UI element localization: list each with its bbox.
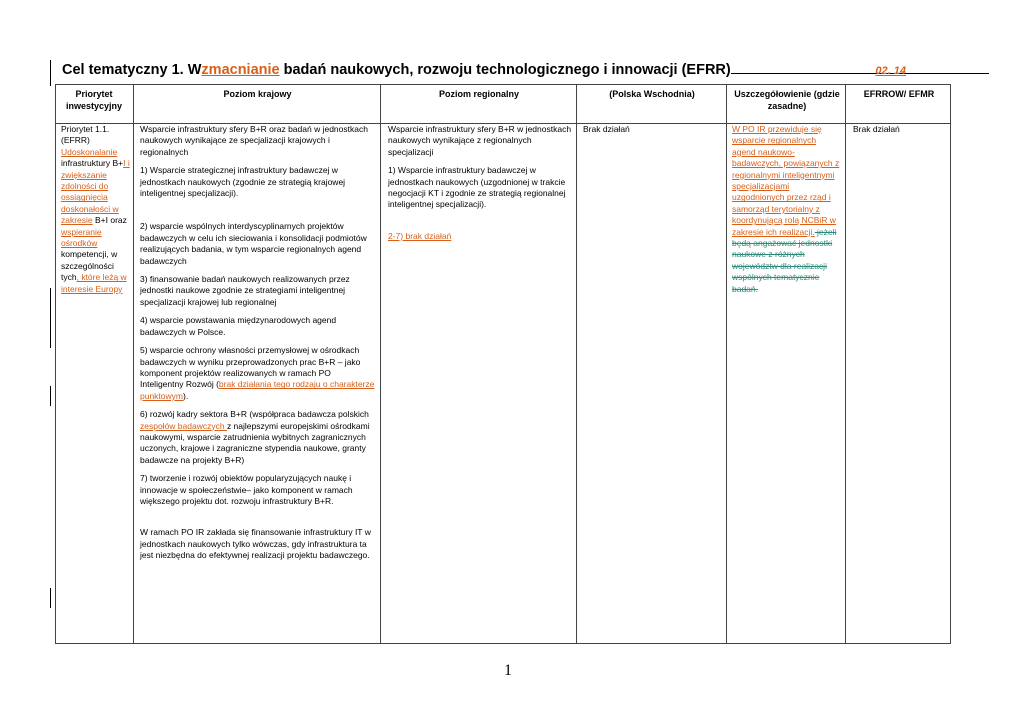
- change-bar: [50, 60, 51, 86]
- column-header-regional: Poziom regionalny: [438, 89, 519, 99]
- national-item-6: 6) rozwój kadry sektora B+R (współpraca badawcza polskich zespołów badawczych z najlepszymi europejskimi ośrodkami naukowymi, wsparcie zatrudnienia wybitnych zagranicznych uczonych, krajowe i zagraniczne stypendia naukowe, granty badawcze na projekty B+R): [140, 409, 370, 465]
- national-intro: Wsparcie infrastruktury sfery B+R oraz badań w jednostkach naukowych wynikające ze specjalizacji krajowych i regionalnych: [140, 124, 368, 157]
- national-item-3: 3) finansowanie badań naukowych realizowanych przez jednostki naukowe zgodnie ze strategiami inteligentnej specjalizacji krajowej lub regionalnej: [140, 274, 350, 307]
- cell-efrrow-efmr: Brak działań: [853, 124, 900, 134]
- regional-intro: Wsparcie infrastruktury sfery B+R w jednostkach naukowych wynikające z regionalnych specjalizacji: [388, 124, 572, 157]
- national-note: W ramach PO IR zakłada się finansowanie infrastruktury IT w jednostkach naukowych tylko wówczas, gdy infrastruktura ta jest niezbędna do efektywnej realizacji projektu badawczego.: [140, 527, 371, 561]
- column-header-details: Uszczegółowienie (gdzie zasadne): [734, 89, 840, 111]
- change-bar: [50, 288, 51, 348]
- change-bar: [50, 386, 51, 406]
- change-bar: [50, 588, 51, 608]
- column-header-eastern-poland: (Polska Wschodnia): [609, 89, 695, 99]
- cell-eastern-poland: Brak działań: [583, 124, 630, 134]
- cell-priority: Priorytet 1.1. (EFRR) Udoskonalanie infrastruktury B+I i zwiększanie zdolności do ossiągnięcia doskonałości w zakresie B+I oraz wspieranie ośrodków kompetencji, w szczególności tych, które leżą w interesie Europy: [61, 124, 130, 294]
- regional-item-1: 1) Wsparcie infrastruktury badawczej w jednostkach naukowych (uzgodnionej w trakcie negocjacji KT i zgodnie ze strategią regionalnej inteligentnej specjalizacji).: [388, 165, 566, 210]
- national-item-4: 4) wsparcie powstawania międzynarodowych agend badawczych w Polsce.: [140, 315, 337, 337]
- page-reference: 02. 14: [875, 65, 906, 77]
- column-header-priority: Priorytet inwestycyjny: [65, 89, 123, 111]
- national-item-1: 1) Wsparcie strategicznej infrastruktury badawczej w jednostkach naukowych (zgodnie ze strategią krajowej inteligentnej specjalizacji).: [140, 165, 346, 199]
- regional-items-2-7: 2-7) brak działań: [388, 230, 452, 241]
- cell-national: [140, 124, 376, 569]
- cell-regional: [388, 124, 576, 249]
- page-number: 1: [504, 662, 512, 679]
- national-item-7: 7) tworzenie i rozwój obiektów popularyzujących naukę i innowacje w społeczeństwie– jako komponent w ramach większego projektu dot. rozwoju infrastruktury B+R.: [140, 473, 353, 506]
- column-header-national: Poziom krajowy: [223, 89, 292, 99]
- national-item-2: 2) wsparcie wspólnych interdyscyplinarnych projektów badawczych w celu ich sieciowania i konsolidacji podmiotów realizujących badania, w tym wsparcie regionalnych agend badawczych: [140, 221, 367, 266]
- national-item-5: 5) wsparcie ochrony własności przemysłowej w ośrodkach badawczych w wyniku przeprowadzonych prac B+R – jako komponent projektów realizowanych w ramach PO Inteligentny Rozwój (brak działania tego rodzaju o charakterze punktowym).: [140, 345, 375, 401]
- page-title: Cel tematyczny 1. Wzmacnianie badań naukowych, rozwoju technologicznego i innowacji (EFRR): [62, 61, 958, 78]
- cell-details: W PO IR przewiduje się wsparcie regionalnych agend naukowo-badawczych, powiązanych z regionalnymi inteligentnymi specjalizacjami uzgodnionych przez rząd i samorząd terytorialny z koordynującą rolą NCBiR w zakresie ich realizacji. jeżeli będą angażować jednostki naukowe z różnych województw dla realizacji wspólnych tematycznie badań.: [732, 124, 840, 294]
- column-header-efrrow-efmr: EFRROW/ EFMR: [863, 89, 935, 99]
